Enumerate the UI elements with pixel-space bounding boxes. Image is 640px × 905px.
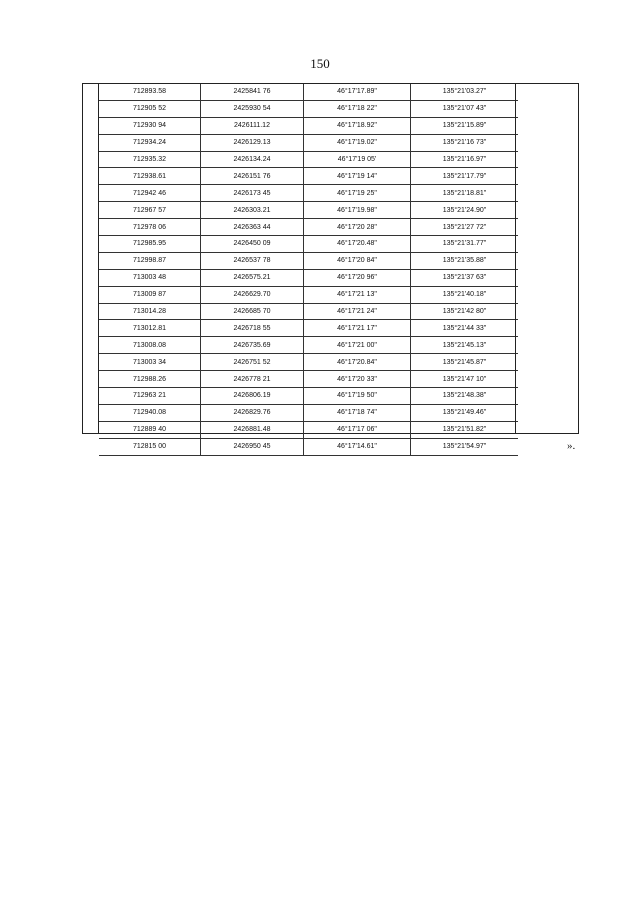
y-coordinate-cell: 2425930 54 <box>201 100 304 117</box>
latitude-cell: 46°17'20 84" <box>304 252 411 269</box>
x-coordinate-cell: 712935.32 <box>99 151 201 168</box>
table-row <box>99 252 518 269</box>
longitude-cell: 135°21'18.81" <box>411 185 519 202</box>
x-coordinate-cell: 713003 48 <box>99 269 201 286</box>
table-row <box>99 303 518 320</box>
x-coordinate-cell: 712942 46 <box>99 185 201 202</box>
y-coordinate-cell: 2426111.12 <box>201 117 304 134</box>
table-row <box>99 337 518 354</box>
longitude-cell: 135°21'48.38" <box>411 388 519 405</box>
longitude-cell: 135°21'07 43" <box>411 100 519 117</box>
longitude-cell: 135°21'37 63" <box>411 269 519 286</box>
latitude-cell: 46°17'21 17" <box>304 320 411 337</box>
y-coordinate-cell: 2426735.69 <box>201 337 304 354</box>
y-coordinate-cell: 2426363 44 <box>201 219 304 236</box>
y-coordinate-cell: 2426134.24 <box>201 151 304 168</box>
table-row <box>99 185 518 202</box>
y-coordinate-cell: 2426537 78 <box>201 252 304 269</box>
latitude-cell: 46°17'20 96" <box>304 269 411 286</box>
table-row <box>99 84 518 100</box>
latitude-cell: 46°17'18 74" <box>304 404 411 421</box>
y-coordinate-cell: 2426751 52 <box>201 354 304 371</box>
table-row <box>99 371 518 388</box>
longitude-cell: 135°21'17.79" <box>411 168 519 185</box>
table-row <box>99 269 518 286</box>
y-coordinate-cell: 2426829.76 <box>201 404 304 421</box>
latitude-cell: 46°17'18.92" <box>304 117 411 134</box>
longitude-cell: 135°21'27 72" <box>411 219 519 236</box>
y-coordinate-cell: 2426173 45 <box>201 185 304 202</box>
x-coordinate-cell: 712998.87 <box>99 252 201 269</box>
table-row <box>99 236 518 253</box>
coordinates-table <box>82 83 579 451</box>
x-coordinate-cell: 712815 00 <box>99 438 201 455</box>
table-row <box>99 202 518 219</box>
x-coordinate-cell: 712985.95 <box>99 236 201 253</box>
latitude-cell: 46°17'17 06" <box>304 421 411 438</box>
y-coordinate-cell: 2426450 09 <box>201 236 304 253</box>
y-coordinate-cell: 2426303.21 <box>201 202 304 219</box>
table-row <box>99 168 518 185</box>
latitude-cell: 46°17'19.98" <box>304 202 411 219</box>
y-coordinate-cell: 2426629.70 <box>201 286 304 303</box>
table-row <box>99 354 518 371</box>
latitude-cell: 46°17'20.84" <box>304 354 411 371</box>
latitude-cell: 46°17'20 33" <box>304 371 411 388</box>
table-row <box>99 151 518 168</box>
y-coordinate-cell: 2426575.21 <box>201 269 304 286</box>
left-empty-column <box>83 84 99 433</box>
closing-quote-mark: ». <box>567 440 576 452</box>
longitude-cell: 135°21'47 10" <box>411 371 519 388</box>
longitude-cell: 135°21'44 33" <box>411 320 519 337</box>
y-coordinate-cell: 2426151 76 <box>201 168 304 185</box>
longitude-cell: 135°21'35.88" <box>411 252 519 269</box>
x-coordinate-cell: 713008.08 <box>99 337 201 354</box>
x-coordinate-cell: 712988.26 <box>99 371 201 388</box>
coordinates-body <box>99 84 518 455</box>
y-coordinate-cell: 2426881.48 <box>201 421 304 438</box>
x-coordinate-cell: 712940.08 <box>99 404 201 421</box>
x-coordinate-cell: 712978 06 <box>99 219 201 236</box>
x-coordinate-cell: 713014.28 <box>99 303 201 320</box>
latitude-cell: 46°17'19 25" <box>304 185 411 202</box>
x-coordinate-cell: 712893.58 <box>99 84 201 100</box>
table-row <box>99 134 518 151</box>
y-coordinate-cell: 2426950 45 <box>201 438 304 455</box>
y-coordinate-cell: 2426778 21 <box>201 371 304 388</box>
table-row <box>99 286 518 303</box>
right-empty-column <box>515 84 578 433</box>
latitude-cell: 46°17'21 24" <box>304 303 411 320</box>
coordinates-grid <box>99 84 518 456</box>
longitude-cell: 135°21'15.89" <box>411 117 519 134</box>
longitude-cell: 135°21'16 73" <box>411 134 519 151</box>
latitude-cell: 46°17'17.89" <box>304 84 411 100</box>
longitude-cell: 135°21'45.87" <box>411 354 519 371</box>
table-row <box>99 219 518 236</box>
x-coordinate-cell: 712930 94 <box>99 117 201 134</box>
longitude-cell: 135°21'31.77" <box>411 236 519 253</box>
longitude-cell: 135°21'51.82" <box>411 421 519 438</box>
x-coordinate-cell: 712905 52 <box>99 100 201 117</box>
x-coordinate-cell: 712967 57 <box>99 202 201 219</box>
longitude-cell: 135°21'40.18" <box>411 286 519 303</box>
latitude-cell: 46°17'19 50" <box>304 388 411 405</box>
x-coordinate-cell: 712963 21 <box>99 388 201 405</box>
latitude-cell: 46°17'21 13" <box>304 286 411 303</box>
latitude-cell: 46°17'20 28" <box>304 219 411 236</box>
table-row <box>99 404 518 421</box>
longitude-cell: 135°21'42 80" <box>411 303 519 320</box>
table-row <box>99 100 518 117</box>
latitude-cell: 46°17'21 00" <box>304 337 411 354</box>
longitude-cell: 135°21'49.46" <box>411 404 519 421</box>
latitude-cell: 46°17'14.61" <box>304 438 411 455</box>
y-coordinate-cell: 2426685 70 <box>201 303 304 320</box>
page-number: 150 <box>310 56 330 71</box>
table-row <box>99 117 518 134</box>
longitude-cell: 135°21'45.13" <box>411 337 519 354</box>
latitude-cell: 46°17'20.48" <box>304 236 411 253</box>
x-coordinate-cell: 712889 40 <box>99 421 201 438</box>
x-coordinate-cell: 713003 34 <box>99 354 201 371</box>
x-coordinate-cell: 713012.81 <box>99 320 201 337</box>
longitude-cell: 135°21'24.90" <box>411 202 519 219</box>
y-coordinate-cell: 2425841 76 <box>201 84 304 100</box>
table-row <box>99 388 518 405</box>
table-row <box>99 320 518 337</box>
latitude-cell: 46°17'19 05' <box>304 151 411 168</box>
latitude-cell: 46°17'18 22" <box>304 100 411 117</box>
latitude-cell: 46°17'19 14" <box>304 168 411 185</box>
table-row <box>99 438 518 455</box>
x-coordinate-cell: 712938.61 <box>99 168 201 185</box>
table-row <box>99 421 518 438</box>
longitude-cell: 135°21'03.27" <box>411 84 519 100</box>
longitude-cell: 135°21'16.97" <box>411 151 519 168</box>
x-coordinate-cell: 713009 87 <box>99 286 201 303</box>
y-coordinate-cell: 2426806.19 <box>201 388 304 405</box>
latitude-cell: 46°17'19.02" <box>304 134 411 151</box>
y-coordinate-cell: 2426129.13 <box>201 134 304 151</box>
y-coordinate-cell: 2426718 55 <box>201 320 304 337</box>
longitude-cell: 135°21'54.97" <box>411 438 519 455</box>
x-coordinate-cell: 712934.24 <box>99 134 201 151</box>
